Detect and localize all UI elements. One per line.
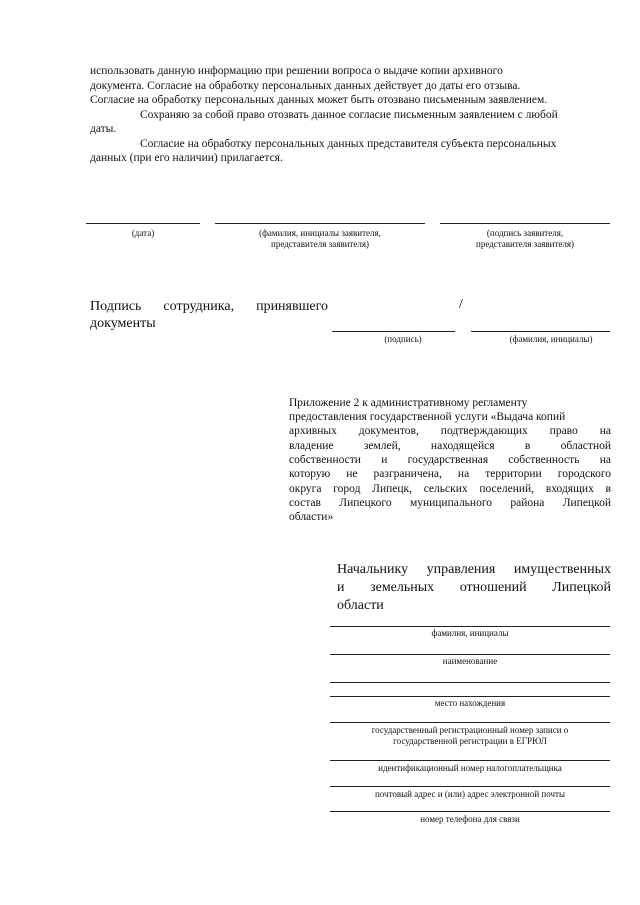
addressee-line-2: и земельных отношений Липецкой [337,580,611,595]
employee-signature-label-1: Подпись сотрудника, принявшего [90,299,328,314]
field-line-title [330,654,610,655]
field-line-extra [330,682,610,683]
consent-text-line-1: использовать данную информацию при решении вопроса о выдаче копии архивного [90,65,503,77]
employee-signature-line [332,331,455,332]
field-caption-title: наименование [442,656,498,666]
date-caption: (дата) [131,228,155,238]
applicant-signature-caption-1: (подпись заявителя, [486,228,564,238]
appendix-line-2: предоставления государственной услуги «Выдача копий [289,411,566,423]
field-caption-location: место нахождения [434,698,506,708]
appendix-line-7: округа город Липецк, сельских поселений, входящих в [289,482,611,495]
field-caption-tin: идентификационный номер налогоплательщика [378,763,562,773]
field-line-phone [330,811,610,812]
field-line-name [330,626,610,627]
representative-text-line-1: Согласие на обработку персональных данных представителя субъекта персональных [140,137,557,150]
slash-separator: / [459,297,463,312]
field-caption-registration-1: государственный регистрационный номер записи о [371,725,569,735]
consent-text-line-2: документа. Согласие на обработку персональных данных действует до даты его отзыва. [90,79,521,92]
field-line-location [330,696,610,697]
field-caption-address: почтовый адрес и (или) адрес электронной почты [374,789,566,799]
date-line [86,223,200,224]
addressee-line-3: области [337,598,384,613]
applicant-name-caption-2: представителя заявителя) [271,239,369,249]
field-line-tin [330,760,610,761]
applicant-name-caption-1: (фамилия, инициалы заявителя, [259,228,381,238]
appendix-line-1: Приложение 2 к административному регламенту [289,397,528,409]
applicant-signature-caption-2: представителя заявителя) [476,239,574,249]
revocation-text-line-1: Сохраняю за собой право отозвать данное согласие письменным заявлением с любой [140,108,558,121]
appendix-line-8: состав Липецкого муниципального района Липецкой [289,497,611,509]
employee-signature-label-2: документы [90,316,156,331]
field-caption-phone: номер телефона для связи [420,814,520,824]
revocation-text-line-2: даты. [90,123,117,135]
field-line-address [330,786,610,787]
appendix-line-9: области» [289,511,334,523]
appendix-line-4: владение землей, находящейся в областной [289,439,611,452]
employee-signature-caption: (подпись) [384,334,422,344]
addressee-line-1: Начальнику управления имущественных [337,562,611,577]
appendix-line-3: архивных документов, подтверждающих право на [289,425,611,437]
applicant-name-line [215,223,425,224]
field-caption-registration-2: государственной регистрации в ЕГРЮЛ [393,736,547,746]
representative-text-line-2: данных (при его наличии) прилагается. [90,152,283,164]
consent-text-line-3: Согласие на обработку персональных данных может быть отозвано письменным заявлением. [90,94,548,106]
field-line-registration [330,722,610,723]
appendix-line-5: собственности и государственная собственность на [289,454,611,466]
employee-name-line [471,331,610,332]
applicant-signature-line [440,223,610,224]
appendix-line-6: которую не разграничена, на территории городского [289,468,611,480]
field-caption-name: фамилия, инициалы [431,628,509,638]
employee-name-caption: (фамилия, инициалы) [509,334,593,344]
